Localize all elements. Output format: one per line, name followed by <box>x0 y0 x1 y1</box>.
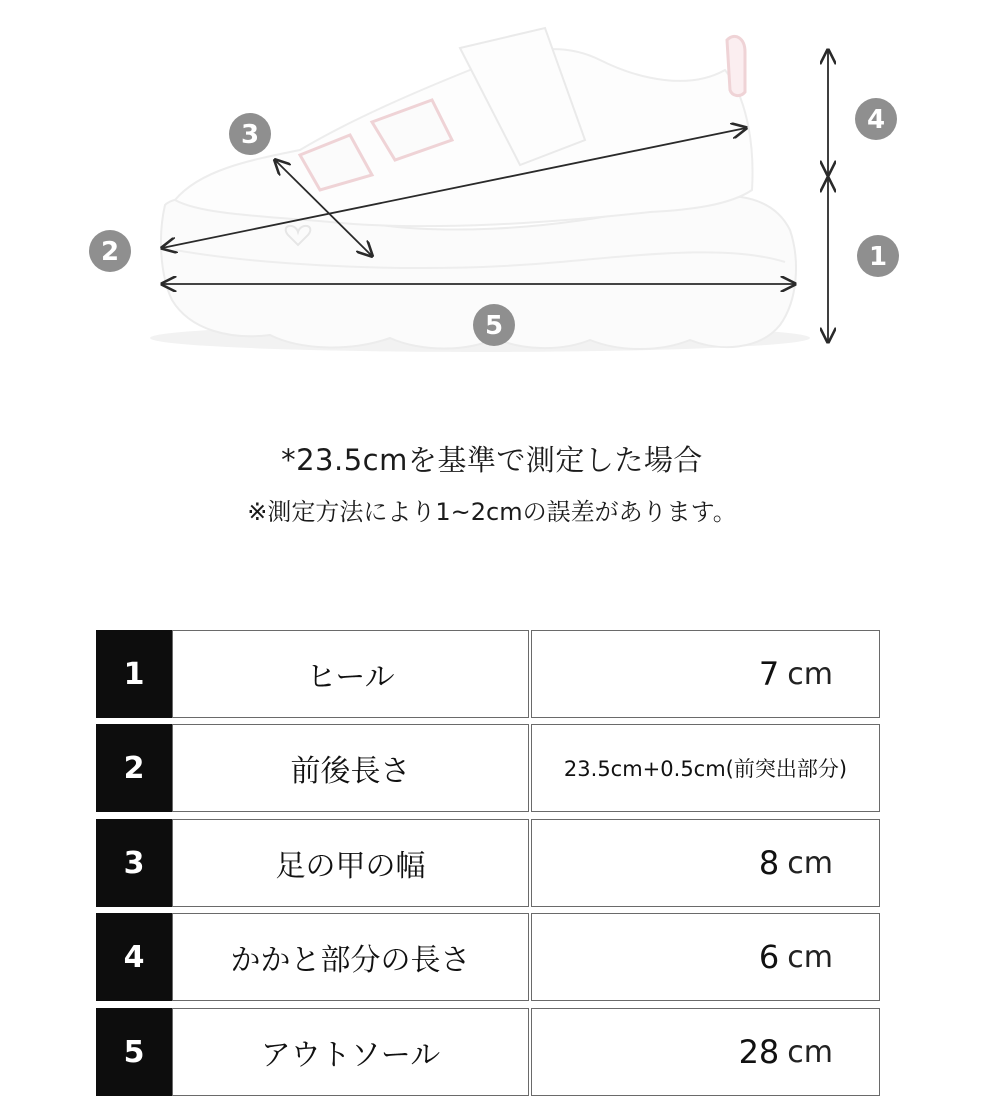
value-number: 6 <box>758 938 780 976</box>
row-number: 1 <box>96 630 172 718</box>
measurement-error-note: ※測定方法により1~2cmの誤差があります。 <box>247 498 737 526</box>
badge-1-label: 1 <box>868 242 888 272</box>
badge-3-label: 3 <box>240 120 260 150</box>
table-row <box>96 630 880 718</box>
value-number: 28 <box>738 1033 780 1071</box>
badge-2 <box>89 230 131 272</box>
table-row <box>96 819 880 907</box>
value-unit: cm <box>787 1034 833 1070</box>
measurement-name: かかと部分の長さ <box>172 913 529 1001</box>
table-row <box>96 1008 880 1096</box>
measurement-value <box>531 819 880 907</box>
shoe-illustration <box>150 28 810 352</box>
measurement-name: 前後長さ <box>172 724 529 812</box>
measurement-value <box>531 630 880 718</box>
badge-4-label: 4 <box>866 105 886 135</box>
measurement-value <box>531 913 880 1001</box>
value-unit: cm <box>787 845 833 881</box>
badge-5 <box>473 304 515 346</box>
value-unit: cm <box>787 656 833 692</box>
measurement-value: 23.5cm+0.5cm(前突出部分) <box>531 724 880 812</box>
measurement-name: アウトソール <box>172 1008 529 1096</box>
measurement-value <box>531 1008 880 1096</box>
row-number: 5 <box>96 1008 172 1096</box>
row-number: 4 <box>96 913 172 1001</box>
value-unit: cm <box>787 939 833 975</box>
row-number: 2 <box>96 724 172 812</box>
badge-5-label: 5 <box>484 311 504 341</box>
measurement-basis-note: *23.5cmを基準で測定した場合 <box>281 443 703 477</box>
table-row <box>96 913 880 1001</box>
badge-1 <box>857 235 899 277</box>
row-number: 3 <box>96 819 172 907</box>
shoe-measurement-diagram <box>0 0 984 390</box>
value-number: 8 <box>758 844 780 882</box>
value-number: 7 <box>758 655 780 693</box>
table-row <box>96 724 880 812</box>
badge-2-label: 2 <box>100 237 120 267</box>
badge-4 <box>855 98 897 140</box>
measurement-name: 足の甲の幅 <box>172 819 529 907</box>
badge-3 <box>229 113 271 155</box>
measurement-name: ヒール <box>172 630 529 718</box>
